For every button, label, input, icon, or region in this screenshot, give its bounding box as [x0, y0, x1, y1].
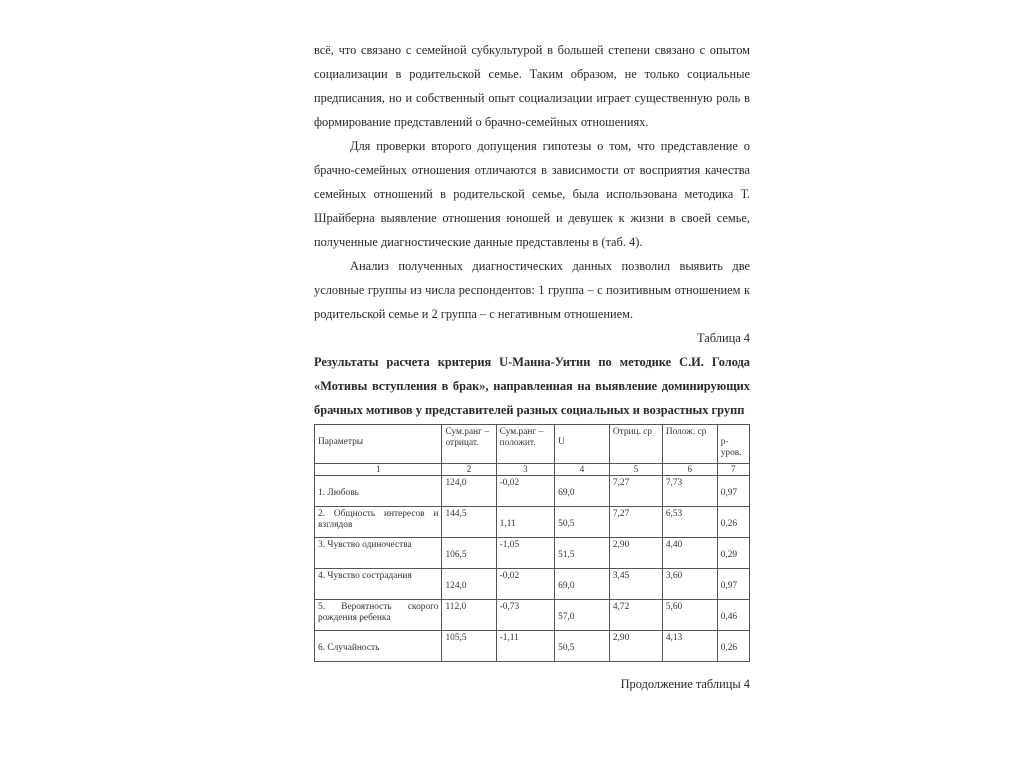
table-cell: 105,5 [442, 631, 496, 662]
table-cell: 124,0 [445, 581, 467, 591]
table-cell: 5,60 [662, 600, 717, 631]
table-cell: 4,13 [662, 631, 717, 662]
table-cell: 3,45 [609, 569, 662, 600]
table-cell: 112,0 [442, 600, 496, 631]
table-row [315, 631, 750, 662]
table-cell: 6,53 [662, 507, 717, 538]
table-header-row [315, 425, 750, 464]
table-cell: 7,27 [609, 476, 662, 507]
table-caption: Результаты расчета критерия U-Манна-Уитни по методике С.И. Голода «Мотивы вступления в брак», направленная на выявление доминирующих брачных мотивов у представителей разных социальных и возрастных групп [314, 355, 750, 417]
table-cell: -0,73 [496, 600, 554, 631]
param-name: 5. Вероятность скорого рождения ребенка [315, 600, 442, 631]
table-cell: 4,40 [662, 538, 717, 569]
results-table [314, 424, 750, 662]
table-cell: 0,29 [720, 550, 738, 560]
param-name: 4. Чувство сострадания [315, 569, 442, 600]
table-cell: 0,97 [720, 581, 738, 591]
table-cell: 51,5 [558, 550, 575, 560]
header-cell: р-уров. [717, 425, 749, 464]
table-cell: 2,90 [609, 538, 662, 569]
table-cell: -1,05 [496, 538, 554, 569]
column-number: 1 [315, 464, 442, 476]
table-cell: 69,0 [558, 488, 575, 498]
table-cell: 7,27 [609, 507, 662, 538]
page-content [314, 38, 750, 692]
table-cell: 0,26 [720, 519, 738, 529]
header-cell: Сум.ранг – положит. [496, 425, 554, 464]
table-cell: -1,11 [496, 631, 554, 662]
header-cell: Сум.ранг – отрицат. [442, 425, 496, 464]
table-cell: 1,11 [499, 519, 516, 529]
table-cell: 144,5 [442, 507, 496, 538]
column-number: 4 [555, 464, 610, 476]
table-cell: 124,0 [442, 476, 496, 507]
param-name: 1. Любовь [318, 488, 359, 498]
table-cell: 7,73 [662, 476, 717, 507]
table-label: Таблица 4 [697, 331, 750, 345]
table-cell: 0,97 [720, 488, 738, 498]
column-number: 2 [442, 464, 496, 476]
table-cell: 0,46 [720, 612, 738, 622]
table-cell: 0,26 [720, 643, 738, 653]
table-cell: 3,60 [662, 569, 717, 600]
paragraph-1: всё, что связано с семейной субкультурой в большей степени связано с опытом социализации в родительской семье. Таким образом, не только социальные предписания, но и собственный опыт социализации играет существенную роль в формирование представлений о брачно-семейных отношениях. [314, 43, 750, 129]
table-cell: 106,5 [445, 550, 467, 560]
column-number: 6 [662, 464, 717, 476]
paragraph-3: Анализ полученных диагностических данных позволил выявить две условные группы из числа респондентов: 1 группа – с позитивным отношением к родительской семье и 2 группа – с негативным отношением. [314, 259, 750, 321]
table-cell: 4,72 [609, 600, 662, 631]
table-cell: 57,0 [558, 612, 575, 622]
column-number-row [315, 464, 750, 476]
param-name: 2. Общность интересов и взглядов [315, 507, 442, 538]
table-row [315, 538, 750, 569]
table-cell: -0,02 [496, 476, 554, 507]
header-cell: Параметры [315, 425, 442, 464]
header-cell: Отриц. ср [609, 425, 662, 464]
column-number: 7 [717, 464, 749, 476]
table-cell: 2,90 [609, 631, 662, 662]
column-number: 5 [609, 464, 662, 476]
header-cell: Полож. ср [662, 425, 717, 464]
column-number: 3 [496, 464, 554, 476]
paragraph-2: Для проверки второго допущения гипотезы о том, что представление о брачно-семейных отношения отличаются в зависимости от восприятия качества семейных отношений в родительской семье, была использована методика Т. Шрайберна выявление отношения юношей и девушек к жизни в своей семье, полученные диагностические данные представлены в (таб. 4). [314, 139, 750, 249]
table-row [315, 476, 750, 507]
param-name: 6. Случайность [318, 643, 380, 653]
header-cell: U [555, 425, 610, 464]
table-cell: -0,02 [496, 569, 554, 600]
table-cell: 69,0 [558, 581, 575, 591]
table-cell: 50,5 [558, 643, 575, 653]
table-row [315, 507, 750, 538]
table-row [315, 569, 750, 600]
param-name: 3. Чувство одиночества [315, 538, 442, 569]
table-cell: 50,5 [558, 519, 575, 529]
table-row [315, 600, 750, 631]
table-continuation: Продолжение таблицы 4 [620, 677, 750, 691]
